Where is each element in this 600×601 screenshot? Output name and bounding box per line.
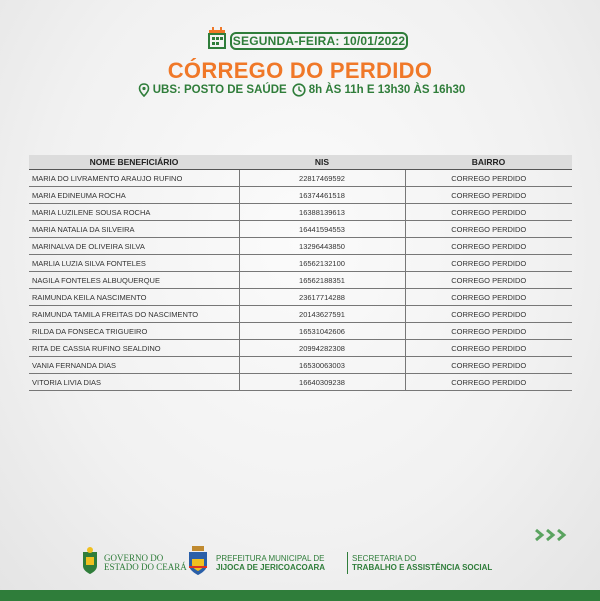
cell-nis: 16640309238	[239, 374, 405, 391]
cell-name: MARIA EDINEUMA ROCHA	[29, 187, 239, 204]
pref-line2: JIJOCA DE JERICOACOARA	[216, 563, 326, 572]
cell-bairro: CORREGO PERDIDO	[405, 289, 572, 306]
date-label: SEGUNDA-FEIRA: 10/01/2022	[230, 32, 408, 50]
location-text: UBS: POSTO DE SAÚDE	[152, 84, 287, 96]
cell-name: RAIMUNDA TAMILA FREITAS DO NASCIMENTO	[29, 306, 239, 323]
date-badge	[206, 30, 410, 52]
footer-logos	[0, 540, 600, 590]
cell-name: MARIA DO LIVRAMENTO ARAUJO RUFINO	[29, 170, 239, 187]
cell-nis: 16441594553	[239, 221, 405, 238]
cell-bairro: CORREGO PERDIDO	[405, 340, 572, 357]
table-row	[29, 204, 572, 221]
page-title: CÓRREGO DO PERDIDO	[167, 58, 433, 83]
table-row	[29, 255, 572, 272]
table-row	[29, 340, 572, 357]
table-row	[29, 289, 572, 306]
cell-bairro: CORREGO PERDIDO	[405, 306, 572, 323]
pref-line1: PREFEITURA MUNICIPAL DE	[216, 554, 325, 563]
gov-ceara-line1: GOVERNO DO	[104, 553, 164, 563]
calendar-icon	[206, 26, 228, 52]
cell-nis: 20994282308	[239, 340, 405, 357]
cell-name: VANIA FERNANDA DIAS	[29, 357, 239, 374]
cell-bairro: CORREGO PERDIDO	[405, 204, 572, 221]
cell-nis: 16530063003	[239, 357, 405, 374]
cell-nis: 16388139613	[239, 204, 405, 221]
header-name: NOME BENEFICIÁRIO	[29, 155, 239, 170]
cell-name: VITORIA LIVIA DIAS	[29, 374, 239, 391]
header-nis: NIS	[239, 155, 405, 170]
table-row	[29, 306, 572, 323]
table-row	[29, 170, 572, 187]
cell-name: MARLIA LUZIA SILVA FONTELES	[29, 255, 239, 272]
cell-bairro: CORREGO PERDIDO	[405, 374, 572, 391]
cell-name: MARIA LUZILENE SOUSA ROCHA	[29, 204, 239, 221]
cell-name: RITA DE CASSIA RUFINO SEALDINO	[29, 340, 239, 357]
cell-nis: 16562132100	[239, 255, 405, 272]
location-pin-icon	[138, 83, 150, 97]
clock-icon	[292, 83, 306, 97]
cell-nis: 13296443850	[239, 238, 405, 255]
cell-nis: 16374461518	[239, 187, 405, 204]
location-hours	[0, 82, 600, 98]
cell-nis: 23617714288	[239, 289, 405, 306]
cell-name: RILDA DA FONSECA TRIGUEIRO	[29, 323, 239, 340]
cell-nis: 20143627591	[239, 306, 405, 323]
cell-name: RAIMUNDA KEILA NASCIMENTO	[29, 289, 239, 306]
cell-name: MARINALVA DE OLIVEIRA SILVA	[29, 238, 239, 255]
cell-nis: 16562188351	[239, 272, 405, 289]
table-row	[29, 238, 572, 255]
table-row	[29, 272, 572, 289]
cell-bairro: CORREGO PERDIDO	[405, 221, 572, 238]
cell-bairro: CORREGO PERDIDO	[405, 238, 572, 255]
table-row	[29, 221, 572, 238]
gov-ceara-line2: ESTADO DO CEARÁ	[104, 562, 187, 572]
ceara-coat-of-arms-icon	[80, 546, 100, 576]
cell-nis: 22817469592	[239, 170, 405, 187]
sec-line2: TRABALHO E ASSISTÊNCIA SOCIAL	[352, 563, 493, 572]
table-header-row	[29, 155, 572, 170]
table-row	[29, 374, 572, 391]
cell-bairro: CORREGO PERDIDO	[405, 170, 572, 187]
header-bairro: BAIRRO	[405, 155, 572, 170]
sec-line1: SECRETARIA DO	[352, 554, 417, 563]
cell-bairro: CORREGO PERDIDO	[405, 272, 572, 289]
bottom-green-bar	[0, 590, 600, 601]
jijoca-coat-of-arms-icon	[186, 545, 210, 577]
table-row	[29, 357, 572, 374]
cell-bairro: CORREGO PERDIDO	[405, 187, 572, 204]
cell-nis: 16531042606	[239, 323, 405, 340]
cell-bairro: CORREGO PERDIDO	[405, 357, 572, 374]
beneficiary-table	[29, 155, 572, 391]
cell-bairro: CORREGO PERDIDO	[405, 255, 572, 272]
cell-name: NAGILA FONTELES ALBUQUERQUE	[29, 272, 239, 289]
table-row	[29, 323, 572, 340]
footer-divider	[347, 552, 348, 574]
table-row	[29, 187, 572, 204]
cell-bairro: CORREGO PERDIDO	[405, 323, 572, 340]
hours-text: 8h ÀS 11h E 13h30 ÀS 16h30	[308, 84, 466, 96]
cell-name: MARIA NATALIA DA SILVEIRA	[29, 221, 239, 238]
